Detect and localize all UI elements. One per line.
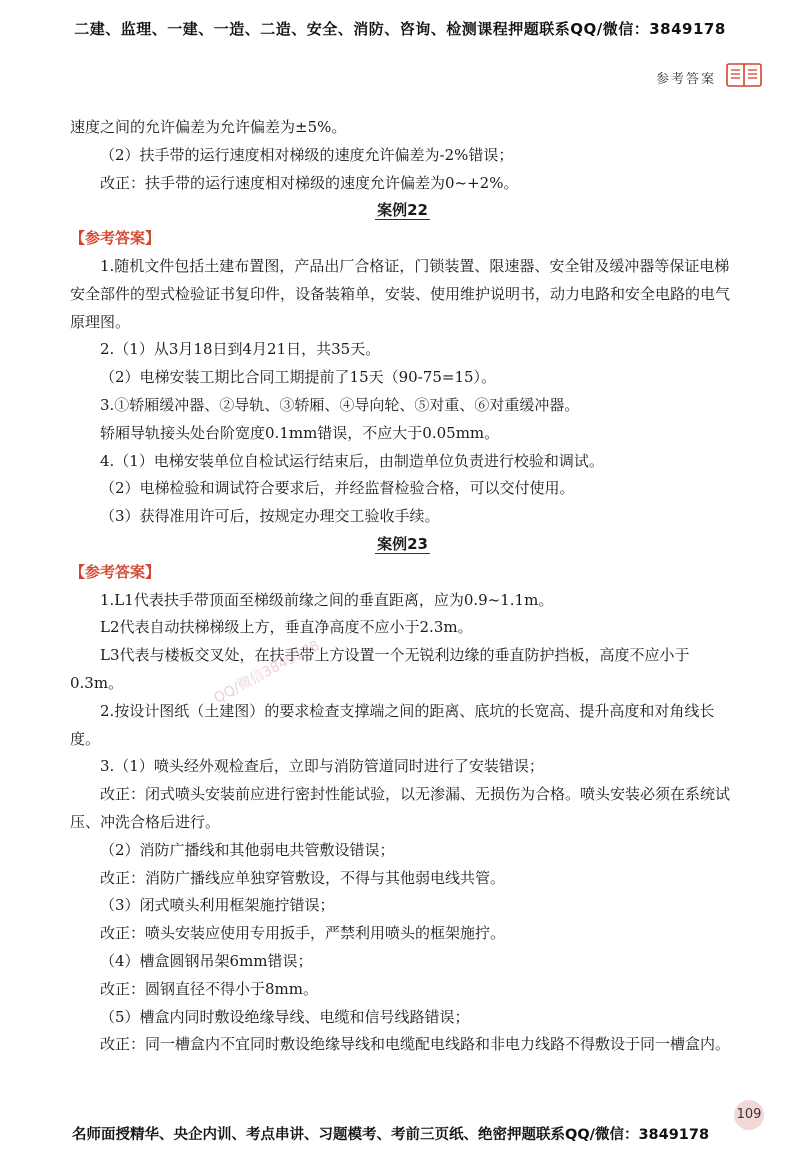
reference-answer-label: 【参考答案】 xyxy=(70,229,161,248)
text-line: L2代表自动扶梯梯级上方，垂直净高度不应小于2.3m。 xyxy=(100,618,473,637)
text-line: 改正：同一槽盒内不宜同时敷设绝缘导线和电缆配电线路和非电力线路不得敷设于同一槽盒内。 xyxy=(100,1035,731,1054)
text-line: 3.①轿厢缓冲器、②导轨、③轿厢、④导向轮、⑤对重、⑥对重缓冲器。 xyxy=(100,395,580,414)
text-line: 改正：扶手带的运行速度相对梯级的速度允许偏差为0~+2%。 xyxy=(100,173,519,192)
text-line: 1.随机文件包括土建布置图，产品出厂合格证，门锁装置、限速器、安全钳及缓冲器等保证电梯安全部件的型式检验证书复印件，设备装箱单，安装、使用维护说明书，动力电路和安全电路的电气原理图。 xyxy=(70,256,731,331)
page-number: 109 xyxy=(734,1100,764,1130)
text-line: 4.（1）电梯安装单位自检试运行结束后，由制造单位负责进行校验和调试。 xyxy=(100,451,604,470)
text-line: （2）电梯安装工期比合同工期提前了15天（90-75=15）。 xyxy=(100,368,497,387)
case-22-heading xyxy=(70,197,735,225)
text-line: 改正：消防广播线应单独穿管敷设，不得与其他弱电线共管。 xyxy=(100,868,506,887)
text-line: 改正：圆钢直径不得小于8mm。 xyxy=(100,979,318,998)
section-title: 参考答案 xyxy=(655,72,716,87)
bottom-banner: 名师面授精华、央企内训、考点串讲、习题模考、考前三页纸、绝密押题联系QQ/微信：3849178 xyxy=(72,1127,710,1143)
text-line: （2）消防广播线和其他弱电共管敷设错误； xyxy=(100,840,395,859)
text-line: （4）槽盒圆钢吊架6mm错误； xyxy=(100,951,313,970)
case-22-title: 案例22 xyxy=(377,201,428,220)
case-23-title: 案例23 xyxy=(377,534,428,553)
open-book-icon xyxy=(726,62,762,88)
text-line: 改正：闭式喷头安装前应进行密封性能试验，以无渗漏、无损伤为合格。喷头安装必须在系统试压、冲洗合格后进行。 xyxy=(70,785,731,831)
text-line: （3）闭式喷头利用框架施拧错误； xyxy=(100,896,335,915)
text-line: （3）获得准用许可后，按规定办理交工验收手续。 xyxy=(100,507,440,526)
text-line: 2.（1）从3月18日到4月21日，共35天。 xyxy=(100,340,381,359)
text-line: （2）扶手带的运行速度相对梯级的速度允许偏差为-2%错误； xyxy=(100,145,514,164)
text-line: 1.L1代表扶手带顶面至梯级前缘之间的垂直距离，应为0.9~1.1m。 xyxy=(100,590,554,609)
text-line: 改正：喷头安装应使用专用扳手，严禁利用喷头的框架施拧。 xyxy=(100,924,506,943)
text-line: 3.（1）喷头经外观检查后，立即与消防管道同时进行了安装错误； xyxy=(100,757,544,776)
answer-content xyxy=(70,114,735,1059)
text-line: （2）电梯检验和调试符合要求后，并经监督检验合格，可以交付使用。 xyxy=(100,479,575,498)
top-banner: 二建、监理、一建、一造、二造、安全、消防、咨询、检测课程押题联系QQ/微信：3849178 xyxy=(74,20,726,38)
text-line: 轿厢导轨接头处台阶宽度0.1mm错误，不应大于0.05mm。 xyxy=(100,423,500,442)
text-line: （5）槽盒内同时敷设绝缘导线、电缆和信号线路错误； xyxy=(100,1007,470,1026)
reference-answer-label: 【参考答案】 xyxy=(70,562,161,581)
text-line: 2.按设计图纸（土建图）的要求检查支撑端之间的距离、底坑的长宽高、提升高度和对角线长度。 xyxy=(70,701,715,748)
watermark: QQ/微信3849178 xyxy=(211,637,323,707)
text-line: L3代表与楼板交叉处，在扶手带上方设置一个无锐利边缘的垂直防护挡板，高度不应小于0.3m。 xyxy=(70,646,690,692)
text-line: 速度之间的允许偏差为允许偏差为±5%。 xyxy=(70,118,347,136)
case-23-heading xyxy=(70,531,735,559)
